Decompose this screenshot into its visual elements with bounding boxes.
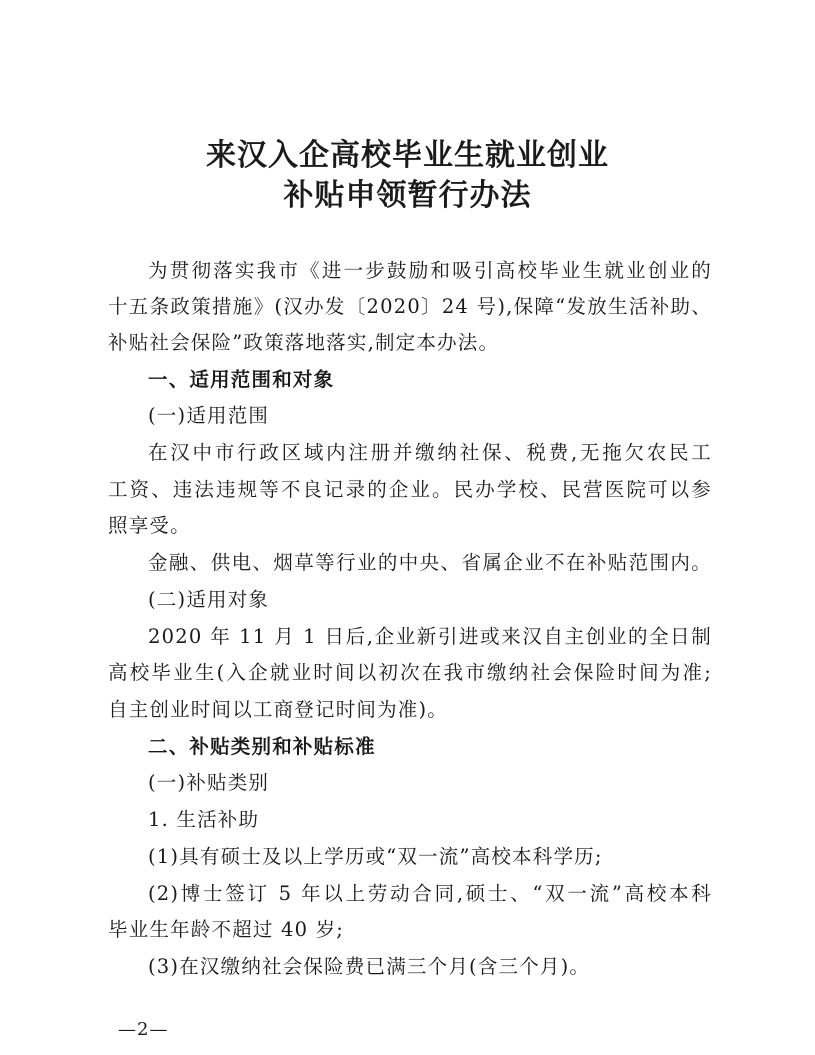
list-item: (1)具有硕士及以上学历或“双一流”高校本科学历; (148, 845, 603, 868)
paragraph-line: 高校毕业生(入企就业时间以初次在我市缴纳社会保险时间为准; (108, 661, 712, 684)
subsection-heading: (一)适用范围 (148, 404, 270, 427)
document-title-line-1: 来汉入企高校毕业生就业创业 (206, 138, 609, 173)
section-heading: 一、适用范围和对象 (148, 368, 335, 391)
list-item: (3)在汉缴纳社会保险费已满三个月(含三个月)。 (148, 955, 591, 978)
list-item-continuation: 毕业生年龄不超过 40 岁; (108, 918, 345, 941)
section-heading: 二、补贴类别和补贴标准 (148, 735, 376, 758)
paragraph-line: 工资、违法违规等不良记录的企业。民办学校、民营医院可以参 (108, 478, 712, 501)
subsection-heading: (二)适用对象 (148, 588, 270, 611)
paragraph-line: 补贴社会保险”政策落地落实,制定本办法。 (108, 331, 500, 354)
paragraph-line: 金融、供电、烟草等行业的中央、省属企业不在补贴范围内。 (148, 551, 712, 574)
paragraph-line: 十五条政策措施》(汉办发〔2020〕24 号),保障“发放生活补助、 (108, 295, 712, 318)
paragraph-line: 2020 年 11 月 1 日后,企业新引进或来汉自主创业的全日制 (148, 625, 712, 648)
paragraph-line: 照享受。 (108, 514, 191, 537)
list-item: (2)博士签订 5 年以上劳动合同,硕士、“双一流”高校本科 (148, 882, 712, 905)
subsection-heading: (一)补贴类别 (148, 771, 270, 794)
paragraph-line: 在汉中市行政区域内注册并缴纳社保、税费,无拖欠农民工 (148, 441, 712, 464)
list-heading: 1. 生活补助 (148, 808, 260, 831)
paragraph-line: 自主创业时间以工商登记时间为准)。 (108, 698, 449, 721)
paragraph-line: 为贯彻落实我市《进一步鼓励和吸引高校毕业生就业创业的 (148, 259, 712, 282)
page-number: —2— (118, 1019, 169, 1040)
document-title-line-2: 补贴申领暂行办法 (283, 178, 532, 213)
